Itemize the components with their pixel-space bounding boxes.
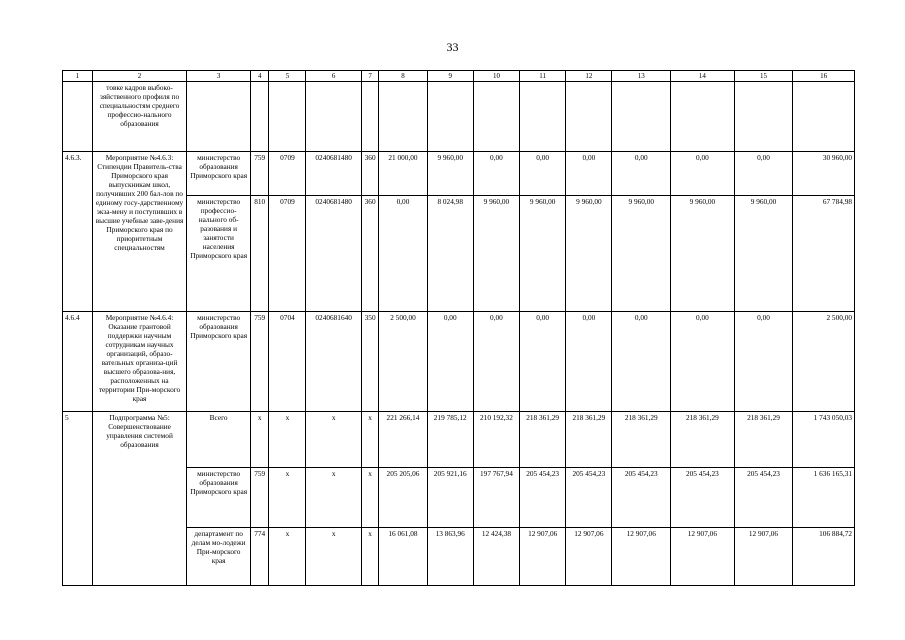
- page-number: 33: [446, 40, 459, 54]
- amount-cell: 12 907,06: [566, 528, 612, 586]
- header-cell: 15: [734, 71, 793, 82]
- budget-table: [62, 70, 855, 586]
- amount-cell: 13 863,96: [427, 528, 473, 586]
- amount-cell: 205 454,23: [566, 468, 612, 528]
- amount-cell: 9 960,00: [612, 196, 671, 312]
- executor-cell: департамент по делам мо-лодежи При-морского края: [187, 528, 251, 586]
- header-cell: 10: [473, 71, 519, 82]
- amount-cell: [612, 82, 671, 152]
- amount-cell: 221 266,14: [379, 412, 427, 468]
- header-cell: 14: [671, 71, 735, 82]
- section-code-cell: x: [269, 412, 306, 468]
- section-code-cell: 0709: [269, 152, 306, 196]
- row-number-cell: 4.6.4: [63, 312, 93, 412]
- amount-cell: 0,00: [427, 312, 473, 412]
- amount-cell: 12 907,06: [671, 528, 735, 586]
- amount-cell: [427, 82, 473, 152]
- amount-cell: 0,00: [520, 152, 566, 196]
- row-number-cell: [63, 82, 93, 152]
- table-row: [63, 82, 855, 152]
- amount-cell: 197 767,94: [473, 468, 519, 528]
- ministry-code-cell: 774: [250, 528, 268, 586]
- amount-cell: 16 061,08: [379, 528, 427, 586]
- expense-type-cell: [361, 82, 378, 152]
- section-code-cell: x: [269, 468, 306, 528]
- row-number-cell: 4.6.3.: [63, 152, 93, 312]
- target-code-cell: 0240681480: [306, 152, 361, 196]
- amount-cell: 67 784,98: [793, 196, 855, 312]
- target-code-cell: 0240681480: [306, 196, 361, 312]
- section-code-cell: x: [269, 528, 306, 586]
- amount-cell: 9 960,00: [427, 152, 473, 196]
- executor-cell: министерство профессио-нального об-разования и занятости населения Приморского края: [187, 196, 251, 312]
- amount-cell: 0,00: [473, 152, 519, 196]
- amount-cell: 30 960,00: [793, 152, 855, 196]
- item-name-cell: Мероприятие №4.6.3: Стипендии Правитель-ства Приморского края выпускникам школ, получивших 200 бал-лов по единому госу-дарственному экза-мену и поступивших в высшие учебные заве-дения Приморского края по приоритетным специальностям: [92, 152, 187, 312]
- amount-cell: [473, 82, 519, 152]
- expense-type-cell: 360: [361, 152, 378, 196]
- amount-cell: 0,00: [566, 312, 612, 412]
- ministry-code-cell: 759: [250, 468, 268, 528]
- amount-cell: 12 424,38: [473, 528, 519, 586]
- table-row: [63, 152, 855, 196]
- executor-cell: министерство образования Приморского края: [187, 152, 251, 196]
- amount-cell: 205 921,16: [427, 468, 473, 528]
- expense-type-cell: 360: [361, 196, 378, 312]
- header-cell: 1: [63, 71, 93, 82]
- header-cell: 5: [269, 71, 306, 82]
- amount-cell: 0,00: [612, 312, 671, 412]
- amount-cell: 9 960,00: [520, 196, 566, 312]
- header-cell: 7: [361, 71, 378, 82]
- item-name-cell: Мероприятие №4.6.4: Оказание грантовой поддержки научным сотрудникам научных организаций, образо-вательных организа-ций высшего образова-ния, расположенных на территории При-морского края: [92, 312, 187, 412]
- header-cell: 9: [427, 71, 473, 82]
- ministry-code-cell: x: [250, 412, 268, 468]
- executor-cell: Всего: [187, 412, 251, 468]
- amount-cell: 218 361,29: [734, 412, 793, 468]
- amount-cell: 218 361,29: [671, 412, 735, 468]
- section-code-cell: 0709: [269, 196, 306, 312]
- executor-cell: [187, 82, 251, 152]
- amount-cell: 0,00: [671, 312, 735, 412]
- amount-cell: 210 192,32: [473, 412, 519, 468]
- amount-cell: 8 024,98: [427, 196, 473, 312]
- amount-cell: 218 361,29: [566, 412, 612, 468]
- amount-cell: 0,00: [734, 312, 793, 412]
- target-code-cell: 0240681640: [306, 312, 361, 412]
- amount-cell: 9 960,00: [566, 196, 612, 312]
- amount-cell: 0,00: [734, 152, 793, 196]
- target-code-cell: x: [306, 412, 361, 468]
- row-number-cell: 5: [63, 412, 93, 586]
- expense-type-cell: x: [361, 528, 378, 586]
- target-code-cell: x: [306, 468, 361, 528]
- target-code-cell: x: [306, 528, 361, 586]
- amount-cell: 219 785,12: [427, 412, 473, 468]
- amount-cell: 9 960,00: [671, 196, 735, 312]
- target-code-cell: [306, 82, 361, 152]
- amount-cell: 2 500,00: [793, 312, 855, 412]
- header-cell: 3: [187, 71, 251, 82]
- expense-type-cell: x: [361, 412, 378, 468]
- amount-cell: 1 636 165,31: [793, 468, 855, 528]
- ministry-code-cell: [250, 82, 268, 152]
- header-cell: 2: [92, 71, 187, 82]
- executor-cell: министерство образования Приморского края: [187, 312, 251, 412]
- amount-cell: 0,00: [379, 196, 427, 312]
- amount-cell: 9 960,00: [734, 196, 793, 312]
- amount-cell: [379, 82, 427, 152]
- section-code-cell: [269, 82, 306, 152]
- amount-cell: [671, 82, 735, 152]
- amount-cell: 0,00: [671, 152, 735, 196]
- executor-cell: министерство образования Приморского края: [187, 468, 251, 528]
- amount-cell: 9 960,00: [473, 196, 519, 312]
- amount-cell: 2 500,00: [379, 312, 427, 412]
- header-cell: 11: [520, 71, 566, 82]
- ministry-code-cell: 759: [250, 312, 268, 412]
- amount-cell: 205 454,23: [734, 468, 793, 528]
- ministry-code-cell: 759: [250, 152, 268, 196]
- section-code-cell: 0704: [269, 312, 306, 412]
- header-cell: 12: [566, 71, 612, 82]
- amount-cell: 106 884,72: [793, 528, 855, 586]
- amount-cell: 205 454,23: [671, 468, 735, 528]
- item-name-cell: товке кадров выбоко-зяйственного профиля по специальностям среднего профессио-нального образования: [92, 82, 187, 152]
- header-cell: 4: [250, 71, 268, 82]
- amount-cell: 0,00: [612, 152, 671, 196]
- amount-cell: 0,00: [520, 312, 566, 412]
- expense-type-cell: 350: [361, 312, 378, 412]
- amount-cell: [520, 82, 566, 152]
- amount-cell: 205 454,23: [520, 468, 566, 528]
- amount-cell: 205 205,06: [379, 468, 427, 528]
- table-row: [63, 412, 855, 468]
- amount-cell: [566, 82, 612, 152]
- table-row: [63, 312, 855, 412]
- amount-cell: 21 000,00: [379, 152, 427, 196]
- amount-cell: 0,00: [473, 312, 519, 412]
- amount-cell: 218 361,29: [612, 412, 671, 468]
- header-row: [63, 71, 855, 82]
- header-cell: 6: [306, 71, 361, 82]
- header-cell: 16: [793, 71, 855, 82]
- amount-cell: 12 907,06: [734, 528, 793, 586]
- item-name-cell: Подпрограмма №5: Совершенствование управления системой образования: [92, 412, 187, 586]
- header-cell: 8: [379, 71, 427, 82]
- amount-cell: 12 907,06: [612, 528, 671, 586]
- amount-cell: 1 743 050,03: [793, 412, 855, 468]
- ministry-code-cell: 810: [250, 196, 268, 312]
- expense-type-cell: x: [361, 468, 378, 528]
- amount-cell: [793, 82, 855, 152]
- header-cell: 13: [612, 71, 671, 82]
- amount-cell: [734, 82, 793, 152]
- amount-cell: 218 361,29: [520, 412, 566, 468]
- amount-cell: 205 454,23: [612, 468, 671, 528]
- amount-cell: 0,00: [566, 152, 612, 196]
- amount-cell: 12 907,06: [520, 528, 566, 586]
